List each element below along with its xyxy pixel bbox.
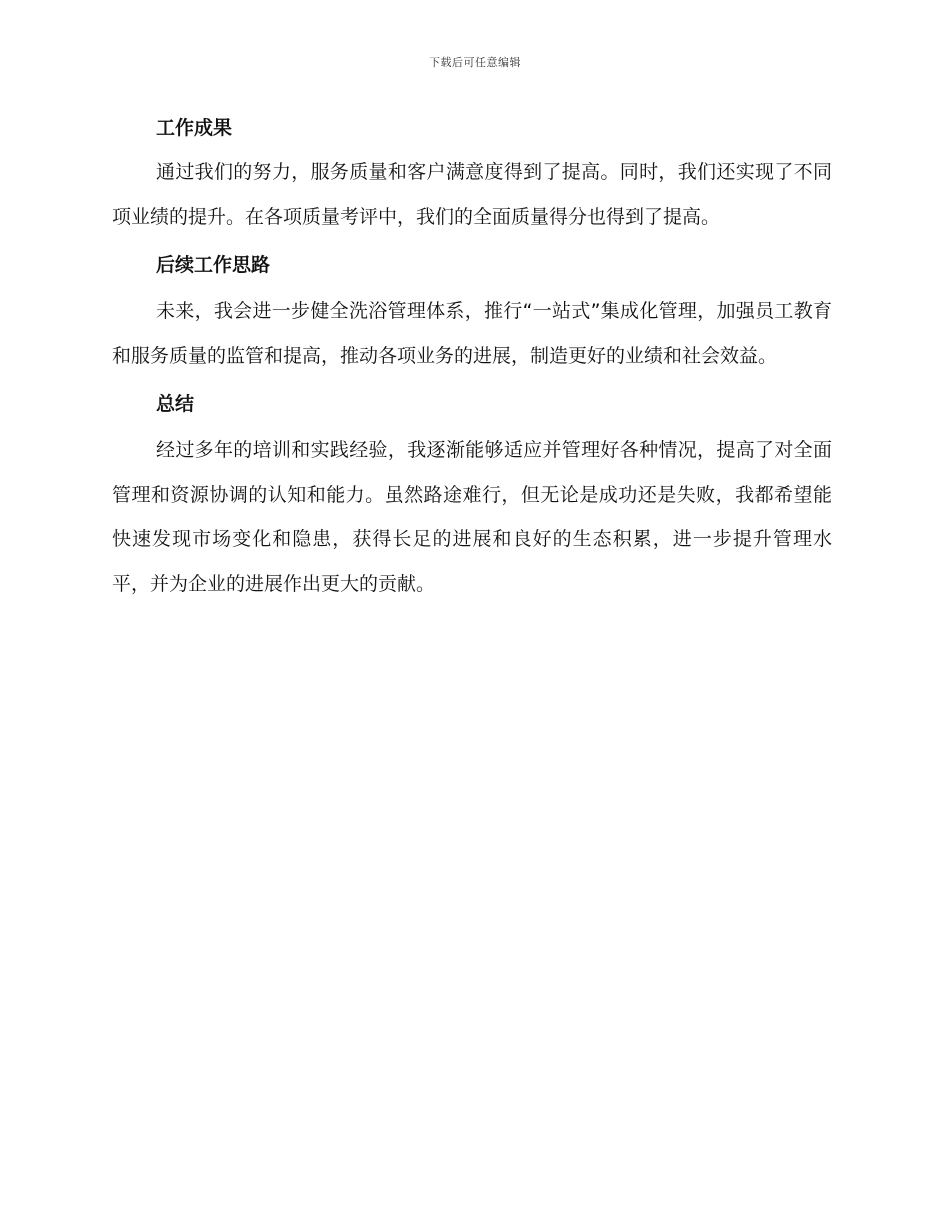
section-paragraph: 未来，我会进一步健全洗浴管理体系，推行“一站式”集成化管理，加强员工教育和服务质量的监管和提高，推动各项业务的进展，制造更好的业绩和社会效益。 [112, 300, 832, 367]
section-heading: 工作成果 [156, 117, 233, 139]
header-note: 下载后可任意编辑 [429, 56, 521, 69]
section-summary [112, 388, 832, 606]
section-heading: 后续工作思路 [156, 254, 271, 276]
document-body [112, 112, 832, 606]
section-paragraph: 通过我们的努力，服务质量和客户满意度得到了提高。同时，我们还实现了不同项业绩的提升。在各项质量考评中，我们的全面质量得分也得到了提高。 [112, 161, 832, 228]
section-follow-up-plan [112, 249, 832, 378]
section-heading: 总结 [156, 393, 195, 415]
section-paragraph: 经过多年的培训和实践经验，我逐渐能够适应并管理好各种情况，提高了对全面管理和资源协调的认知和能力。虽然路途难行，但无论是成功还是失败，我都希望能快速发现市场变化和隐患，获得长足的进展和良好的生态积累，进一步提升管理水平，并为企业的进展作出更大的贡献。 [112, 439, 832, 595]
section-work-results [112, 112, 832, 239]
